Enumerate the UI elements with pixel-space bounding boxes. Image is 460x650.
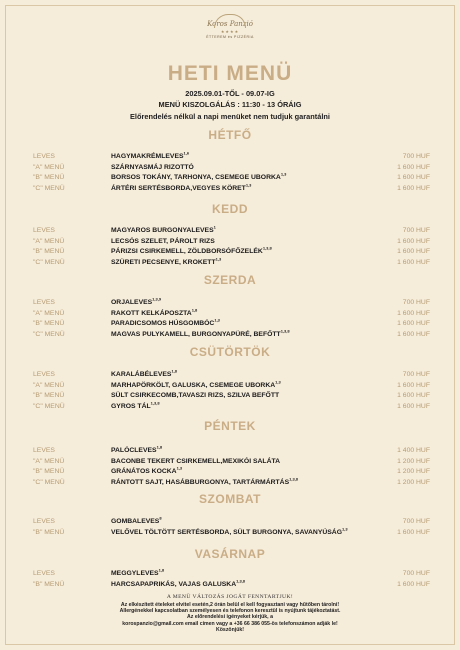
menu-row: [0, 307, 460, 320]
allergen-codes: 1,3: [214, 317, 220, 323]
footer-line: Köszönjük!: [216, 627, 244, 634]
menu-row: [0, 515, 460, 528]
menu-price: 700 HUF: [402, 153, 430, 160]
day-heading: VASÁRNAP: [194, 547, 266, 561]
menu-dish: [111, 245, 272, 255]
preorder-notice: Előrendelés nélkül a napi menüket nem tudjuk garantálni: [129, 112, 330, 121]
dish-name: HARCSAPAPRIKÁS, VAJAS GALUSKA: [111, 580, 237, 588]
menu-category: LEVES: [33, 447, 55, 454]
dish-name: RÁNTOTT SAJT, HASÁBBURGONYA, TARTÁRMÁRTÁS: [111, 478, 290, 486]
menu-price: 1 600 HUF: [397, 528, 430, 536]
dish-name: VELŐVEL TÖLTÖTT SERTÉSBORDA, SÜLT BURGONYA, SAVANYÚSÁG: [111, 528, 342, 536]
menu-price: 1 400 HUF: [397, 447, 430, 454]
menu-dish: [111, 368, 177, 378]
menu-dish: [111, 224, 216, 234]
day-heading: SZOMBAT: [199, 492, 261, 506]
menu-price: 1 600 HUF: [397, 320, 430, 327]
allergen-codes: 8: [159, 515, 162, 521]
menu-row: [0, 296, 460, 309]
menu-price: 1 600 HUF: [397, 330, 430, 338]
dish-name: BACONBE TEKERT CSIRKEMELL,MEXIKÓI SALÁTA: [111, 457, 281, 465]
day-heading: KEDD: [211, 202, 248, 216]
menu-dish: [111, 256, 222, 266]
dish-name: LECSÓS SZELET, PÁROLT RIZS: [111, 237, 215, 245]
menu-row: [0, 567, 460, 580]
menu-price: 700 HUF: [402, 371, 430, 378]
dish-name: ORJALEVES: [111, 299, 153, 306]
allergen-codes: 1,3: [215, 256, 222, 262]
menu-price: 700 HUF: [402, 518, 430, 525]
menu-dish: [111, 526, 348, 536]
menu-dish: [111, 465, 183, 475]
footer-line: Az előrendelési igényeket kérjük, a: [187, 614, 273, 621]
menu-row: [0, 465, 460, 478]
logo-stars: ★★★★: [220, 29, 240, 34]
allergen-codes: 1: [213, 224, 216, 230]
menu-category: "B" MENÜ: [33, 248, 65, 255]
menu-dish: [111, 296, 162, 306]
allergen-codes: 1,3: [275, 379, 281, 385]
menu-dish: [111, 164, 194, 171]
allergen-codes: 1,3: [280, 171, 287, 177]
menu-price: 1 600 HUF: [397, 163, 430, 171]
menu-category: "A" MENÜ: [33, 163, 65, 171]
menu-price: 1 200 HUF: [397, 457, 430, 465]
menu-category: "C" MENÜ: [33, 184, 65, 192]
dish-name: GRÁNÁTOS KOCKA: [111, 468, 177, 475]
logo-subtitle: ÉTTEREM és PIZZÉRIA: [206, 35, 254, 39]
day-heading: HÉTFŐ: [208, 128, 252, 142]
menu-dish: [111, 458, 280, 465]
dish-name: PÁRIZSI CSIRKEMELL, ZÖLDBORSÓFŐZELÉK: [111, 248, 263, 255]
dish-name: PALÓCLEVES: [111, 447, 157, 454]
menu-row: [0, 444, 460, 457]
menu-row: [0, 245, 460, 258]
allergen-codes: 1,8: [156, 444, 163, 450]
footer-line: Az elkészített ételeket elvitel esetén,2 órán belül el kell fogyasztani vagy hűtőben tárolni!: [120, 601, 340, 608]
menu-dish: [111, 150, 190, 160]
allergen-codes: 1,3: [341, 526, 348, 532]
dish-name: RAKOTT KELKÁPOSZTA: [111, 309, 192, 317]
menu-row: [0, 368, 460, 381]
menu-price: 1 600 HUF: [397, 392, 430, 399]
allergen-codes: 1,8: [191, 307, 198, 313]
menu-price: 700 HUF: [402, 570, 430, 577]
menu-dish: [111, 307, 198, 317]
menu-row: [0, 256, 460, 269]
allergen-codes: 1,3: [176, 465, 183, 471]
dish-name: MARHAPÖRKÖLT, GALUSKA, CSEMEGE UBORKA: [111, 381, 276, 389]
allergen-codes: 1,6: [183, 150, 190, 156]
menu-row: [0, 328, 460, 341]
menu-dish: [111, 476, 299, 486]
menu-row: [0, 317, 460, 330]
menu-row: [0, 379, 460, 392]
dish-name: ÁRTÉRI SERTÉSBORDA,VEGYES KÖRET: [111, 184, 246, 192]
dish-name: MEGGYLEVES: [111, 570, 159, 577]
menu-category: "A" MENÜ: [33, 309, 65, 317]
menu-price: 1 600 HUF: [397, 402, 430, 410]
allergen-codes: 1,8: [158, 567, 165, 573]
menu-price: 1 200 HUF: [397, 468, 430, 475]
footer: [0, 593, 460, 634]
day-heading: CSÜTÖRTÖK: [189, 345, 271, 359]
menu-price: 1 600 HUF: [397, 248, 430, 255]
menu-row: [0, 224, 460, 237]
day-heading: PÉNTEK: [204, 419, 256, 433]
menu-row: [0, 578, 460, 591]
menu-price: 1 600 HUF: [397, 174, 430, 181]
allergen-codes: 1,3,8: [262, 245, 272, 251]
menu-price: 1 200 HUF: [397, 478, 430, 486]
allergen-codes: 1,3: [245, 182, 252, 188]
dish-name: PARADICSOMOS HÚSGOMBÓC: [111, 320, 215, 327]
menu-category: "C" MENÜ: [33, 258, 65, 266]
menu-category: "B" MENÜ: [33, 392, 65, 399]
menu-price: 1 600 HUF: [397, 237, 430, 245]
dish-name: GOMBALEVES: [111, 518, 160, 525]
allergen-codes: 1,3,8: [280, 328, 290, 334]
menu-category: "B" MENÜ: [33, 174, 65, 181]
menu-dish: [111, 392, 279, 399]
dish-name: SÜLT CSIRKECOMB,TAVASZI RIZS, SZILVA BEFŐTT: [111, 392, 280, 399]
menu-dish: [111, 444, 163, 454]
menu-price: 1 600 HUF: [397, 381, 430, 389]
allergen-codes: 1,3,8: [150, 400, 160, 406]
menu-category: "B" MENÜ: [33, 468, 65, 475]
dish-name: HAGYMAKRÉMLEVES: [111, 153, 184, 160]
serving-hours: MENÜ KISZOLGÁLÁS : 11:30 - 13 ÓRÁIG: [158, 100, 302, 109]
dish-name: BORSOS TOKÁNY, TARHONYA, CSEMEGE UBORKA: [111, 174, 281, 181]
menu-row: [0, 392, 460, 402]
menu-category: "A" MENÜ: [33, 237, 65, 245]
menu-category: LEVES: [33, 299, 55, 306]
menu-category: "B" MENÜ: [33, 320, 65, 327]
menu-row: [0, 182, 460, 195]
footer-line: korospanzio@gmail.com email címen vagy a +36 66 386 055-ös telefonszámon adják le!: [122, 620, 338, 627]
menu-row: [0, 476, 460, 489]
menu-dish: [111, 238, 215, 245]
menu-dish: [111, 328, 290, 338]
logo-script: Koros Panzió: [207, 20, 253, 28]
allergen-codes: 1,3,8: [236, 578, 246, 584]
menu-dish: [111, 379, 281, 389]
menu-category: "B" MENÜ: [33, 580, 65, 588]
menu-category: LEVES: [33, 371, 55, 378]
menu-row: [0, 238, 460, 248]
menu-price: 1 600 HUF: [397, 309, 430, 317]
dish-name: GYROS TÁL: [111, 402, 151, 410]
menu-category: LEVES: [33, 153, 55, 160]
date-range: 2025.09.01-TŐL - 09.07-IG: [185, 89, 275, 98]
menu-price: 1 600 HUF: [397, 580, 430, 588]
menu-category: "C" MENÜ: [33, 402, 65, 410]
menu-category: "A" MENÜ: [33, 457, 65, 465]
menu-row: [0, 164, 460, 174]
dish-name: SZÁRNYASMÁJ RIZOTTÓ: [111, 163, 194, 171]
menu-dish: [111, 182, 252, 192]
footer-title: A MENÜ VÁLTOZÁS JOGÁT FENNTARTJUK!: [166, 594, 294, 600]
allergen-codes: 1,3,8: [289, 476, 299, 482]
menu-price: 700 HUF: [402, 227, 430, 234]
menu-category: LEVES: [33, 227, 55, 234]
allergen-codes: 1,3,9: [152, 296, 162, 302]
menu-row: [0, 458, 460, 468]
menu-category: "A" MENÜ: [33, 381, 65, 389]
restaurant-logo: [200, 14, 260, 52]
menu-dish: [111, 567, 165, 577]
dish-name: KARALÁBÉLEVES: [111, 371, 172, 378]
menu-price: 700 HUF: [402, 299, 430, 306]
menu-category: LEVES: [33, 570, 55, 577]
menu-row: [0, 526, 460, 539]
menu-row: [0, 400, 460, 413]
dish-name: SZÜRETI PECSENYE, KROKETT: [111, 258, 216, 266]
menu-price: 1 600 HUF: [397, 184, 430, 192]
page-title: HETI MENÜ: [167, 62, 293, 85]
menu-category: "C" MENÜ: [33, 330, 65, 338]
dish-name: MAGVAS PULYKAMELL, BURGONYAPÜRÉ, BEFŐTT: [111, 330, 281, 338]
menu-category: "C" MENÜ: [33, 478, 65, 486]
menu-dish: [111, 578, 246, 588]
menu-dish: [111, 317, 220, 327]
dish-name: MAGYAROS BURGONYALEVES: [111, 227, 214, 234]
menu-price: 1 600 HUF: [397, 258, 430, 266]
menu-dish: [111, 400, 160, 410]
menu-row: [0, 171, 460, 184]
menu-category: "B" MENÜ: [33, 528, 65, 536]
menu-dish: [111, 171, 287, 181]
menu-row: [0, 150, 460, 163]
footer-line: Allergénekkel kapcsolatban személyesen és telefonon keresztül is nyújtunk tájékoztatást.: [119, 608, 341, 614]
allergen-codes: 1,8: [171, 368, 177, 374]
menu-category: LEVES: [33, 518, 55, 525]
logo-arc-icon: [214, 14, 246, 28]
day-heading: SZERDA: [203, 273, 257, 287]
menu-dish: [111, 515, 162, 525]
